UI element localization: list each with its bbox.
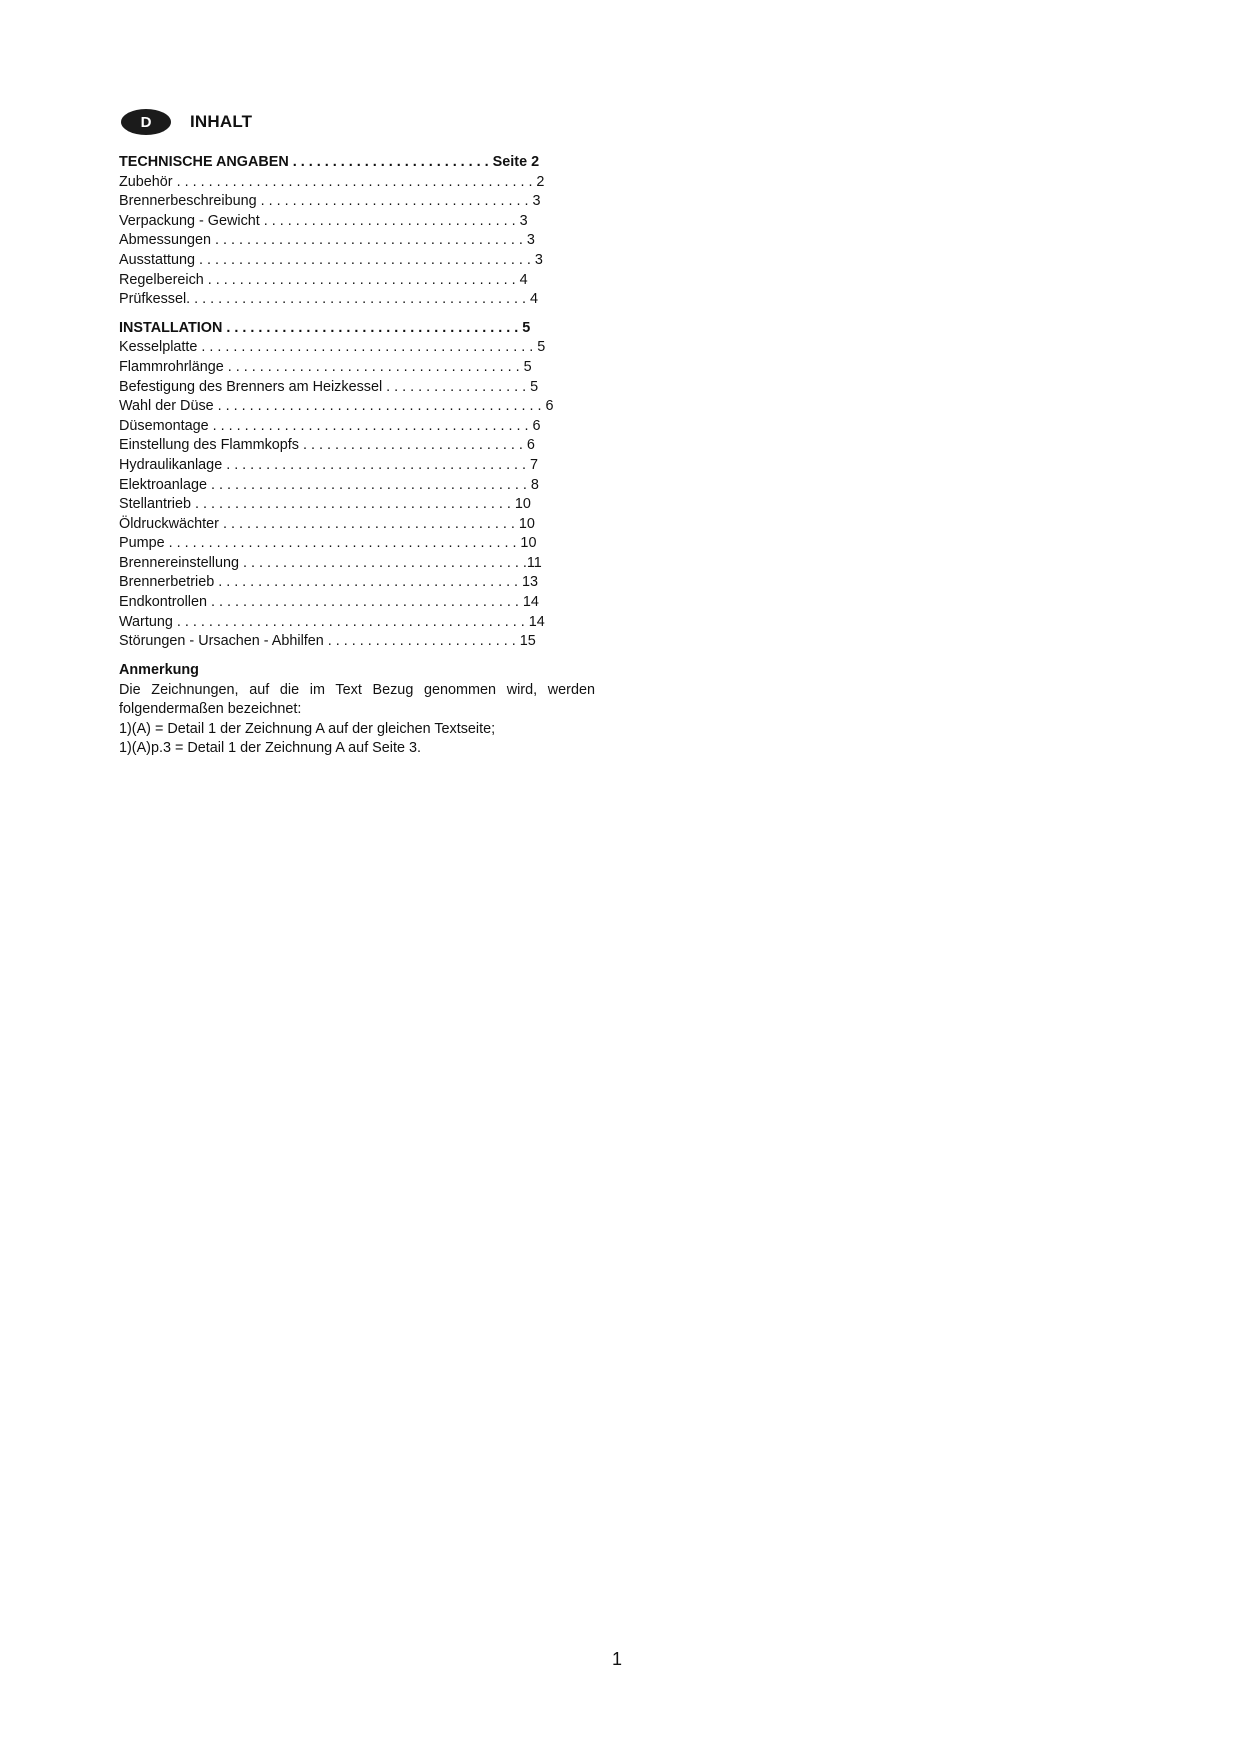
page-title: INHALT [190,112,253,131]
toc-entry: Störungen - Ursachen - Abhilfen . . . . . . . . . . . . . . . . . . . . . . . . 15 [119,633,536,650]
toc-entry: Stellantrieb . . . . . . . . . . . . . . . . . . . . . . . . . . . . . . . . . . . . . . . . 10 [119,496,531,513]
toc-section [119,153,599,310]
note-text: Die Zeichnungen, auf die im Text Bezug genommen wird, werden folgendermaßen bezeichnet: [119,681,595,718]
section-header [121,109,252,135]
toc-entry: Zubehör . . . . . . . . . . . . . . . . . . . . . . . . . . . . . . . . . . . . . . . . . . . . . 2 [119,173,545,190]
note-title: Anmerkung [119,662,199,678]
toc-entry: Regelbereich . . . . . . . . . . . . . . . . . . . . . . . . . . . . . . . . . . . . . . . 4 [119,271,528,288]
table-of-contents [119,153,599,652]
toc-entry: Flammrohrlänge . . . . . . . . . . . . . . . . . . . . . . . . . . . . . . . . . . . . . 5 [119,358,532,375]
toc-entry: Wartung . . . . . . . . . . . . . . . . . . . . . . . . . . . . . . . . . . . . . . . . . . . . 14 [119,613,545,630]
note-block [119,661,595,759]
toc-entry: Brennerbeschreibung . . . . . . . . . . . . . . . . . . . . . . . . . . . . . . . . . . 3 [119,193,541,210]
toc-entry: Wahl der Düse . . . . . . . . . . . . . . . . . . . . . . . . . . . . . . . . . . . . . . . . . 6 [119,398,554,415]
toc-entry: Einstellung des Flammkopfs . . . . . . . . . . . . . . . . . . . . . . . . . . . . 6 [119,437,535,454]
language-badge: D [121,109,171,135]
toc-entry: Brennereinstellung . . . . . . . . . . . . . . . . . . . . . . . . . . . . . . . . . . . .11 [119,554,542,571]
page-number: 1 [612,1649,623,1669]
note-line: 1)(A) = Detail 1 der Zeichnung A auf der gleichen Textseite; [119,720,496,737]
toc-entry: Düsemontage . . . . . . . . . . . . . . . . . . . . . . . . . . . . . . . . . . . . . . . . 6 [119,417,541,434]
toc-entry: Prüfkessel. . . . . . . . . . . . . . . . . . . . . . . . . . . . . . . . . . . . . . . . . . . 4 [119,291,539,308]
toc-entry: Hydraulikanlage . . . . . . . . . . . . . . . . . . . . . . . . . . . . . . . . . . . . . . 7 [119,456,539,473]
toc-entry: Befestigung des Brenners am Heizkessel . . . . . . . . . . . . . . . . . . 5 [119,378,539,395]
toc-entry: Endkontrollen . . . . . . . . . . . . . . . . . . . . . . . . . . . . . . . . . . . . . . . 14 [119,594,539,611]
toc-entry: Ausstattung . . . . . . . . . . . . . . . . . . . . . . . . . . . . . . . . . . . . . . . . . . 3 [119,251,543,268]
toc-entry: Kesselplatte . . . . . . . . . . . . . . . . . . . . . . . . . . . . . . . . . . . . . . . . . . 5 [119,339,546,356]
toc-entry: Abmessungen . . . . . . . . . . . . . . . . . . . . . . . . . . . . . . . . . . . . . . . 3 [119,232,535,249]
toc-entry: Elektroanlage . . . . . . . . . . . . . . . . . . . . . . . . . . . . . . . . . . . . . . . . 8 [119,476,539,493]
toc-entry: Öldruckwächter . . . . . . . . . . . . . . . . . . . . . . . . . . . . . . . . . . . . . 10 [119,515,535,532]
toc-section [119,319,599,652]
toc-entry: Verpackung - Gewicht . . . . . . . . . . . . . . . . . . . . . . . . . . . . . . . . 3 [119,212,528,229]
toc-section-heading: INSTALLATION . . . . . . . . . . . . . . . . . . . . . . . . . . . . . . . . . . . . . 5 [119,319,531,336]
toc-entry: Pumpe . . . . . . . . . . . . . . . . . . . . . . . . . . . . . . . . . . . . . . . . . . . . 10 [119,535,537,552]
toc-entry: Brennerbetrieb . . . . . . . . . . . . . . . . . . . . . . . . . . . . . . . . . . . . . . 13 [119,574,539,591]
toc-section-heading: TECHNISCHE ANGABEN . . . . . . . . . . . . . . . . . . . . . . . . . Seite 2 [119,154,540,170]
note-line: 1)(A)p.3 = Detail 1 der Zeichnung A auf Seite 3. [119,740,421,757]
